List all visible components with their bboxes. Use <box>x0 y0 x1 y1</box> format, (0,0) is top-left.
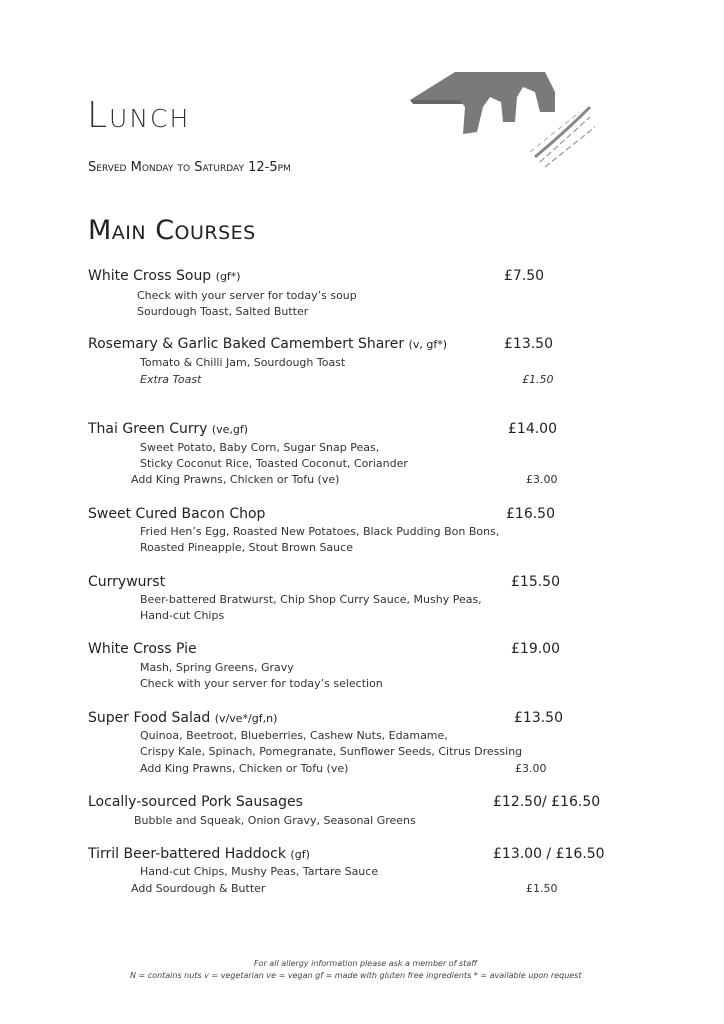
menu-item-price: £13.50 <box>514 710 563 726</box>
allergy-note: For all allergy information please ask a member of staff <box>254 959 478 968</box>
menu-item-description: Mash, Spring Greens, Gravy <box>140 661 294 674</box>
menu-item-price: £14.00 <box>508 421 557 437</box>
menu-item-extra-price: £1.50 <box>526 882 558 895</box>
menu-item-extra: Add King Prawns, Chicken or Tofu (ve) <box>140 762 349 775</box>
menu-item-name: Rosemary & Garlic Baked Camembert Sharer (v, gf*) <box>88 336 447 352</box>
menu-item-description: Sourdough Toast, Salted Butter <box>137 305 309 318</box>
menu-item-price: £7.50 <box>504 268 545 284</box>
menu-item-description: Roasted Pineapple, Stout Brown Sauce <box>140 541 353 554</box>
served-times: Served Monday to Saturday 12-5pm <box>88 160 291 175</box>
diet-tag: (v, gf*) <box>408 338 447 351</box>
diet-tag: (gf) <box>290 848 310 861</box>
menu-item-description: Check with your server for today’s selection <box>140 677 383 690</box>
menu-title: Lunch <box>87 95 191 136</box>
menu-item-name: Thai Green Curry (ve,gf) <box>88 421 249 437</box>
menu-item-description: Fried Hen’s Egg, Roasted New Potatoes, Black Pudding Bon Bons, <box>140 525 500 538</box>
menu-item-description: Hand-cut Chips <box>140 609 225 622</box>
menu-item-extra-price: £1.50 <box>522 373 554 386</box>
menu-item-name: White Cross Pie <box>88 641 197 657</box>
menu-item-name: Currywurst <box>88 574 166 590</box>
dietary-key: N = contains nuts v = vegetarian ve = vegan gf = made with gluten free ingredients * = available upon request <box>130 971 582 980</box>
menu-item-name: White Cross Soup (gf*) <box>88 268 241 284</box>
menu-item-extra-price: £3.00 <box>515 762 547 775</box>
menu-item-extra-price: £3.00 <box>526 473 558 486</box>
diet-tag: (v/ve*/gf,n) <box>214 712 278 725</box>
menu-item-name: Sweet Cured Bacon Chop <box>88 506 266 522</box>
menu-item-name: Tirril Beer-battered Haddock (gf) <box>88 846 310 862</box>
diet-tag: (gf*) <box>215 270 241 283</box>
menu-item-name: Super Food Salad (v/ve*/gf,n) <box>88 710 278 726</box>
menu-item-description: Crispy Kale, Spinach, Pomegranate, Sunflower Seeds, Citrus Dressing <box>140 745 523 758</box>
menu-item-price: £15.50 <box>511 574 560 590</box>
menu-item-price: £19.00 <box>511 641 560 657</box>
menu-item-description: Sticky Coconut Rice, Toasted Coconut, Coriander <box>140 457 408 470</box>
menu-item-price: £12.50/ £16.50 <box>493 794 601 810</box>
menu-item-description: Beer-battered Bratwurst, Chip Shop Curry Sauce, Mushy Peas, <box>140 593 482 606</box>
menu-item-description: Sweet Potato, Baby Corn, Sugar Snap Peas, <box>140 441 380 454</box>
menu-item-description: Bubble and Squeak, Onion Gravy, Seasonal Greens <box>134 814 416 827</box>
menu-item-description: Hand-cut Chips, Mushy Peas, Tartare Sauce <box>140 865 379 878</box>
menu-item-extra: Extra Toast <box>140 373 202 386</box>
menu-item-price: £16.50 <box>506 506 555 522</box>
section-heading: Main Courses <box>88 215 256 246</box>
menu-item-name: Locally-sourced Pork Sausages <box>88 794 303 810</box>
diet-tag: (ve,gf) <box>211 423 249 436</box>
menu-item-price: £13.00 / £16.50 <box>493 846 605 862</box>
restaurant-logo-icon <box>405 62 605 172</box>
menu-item-extra: Add Sourdough & Butter <box>131 882 266 895</box>
menu-item-description: Quinoa, Beetroot, Blueberries, Cashew Nuts, Edamame, <box>140 729 448 742</box>
menu-item-description: Check with your server for today’s soup <box>137 289 357 302</box>
menu-item-price: £13.50 <box>504 336 553 352</box>
menu-item-extra: Add King Prawns, Chicken or Tofu (ve) <box>131 473 340 486</box>
menu-item-description: Tomato & Chilli Jam, Sourdough Toast <box>140 356 346 369</box>
